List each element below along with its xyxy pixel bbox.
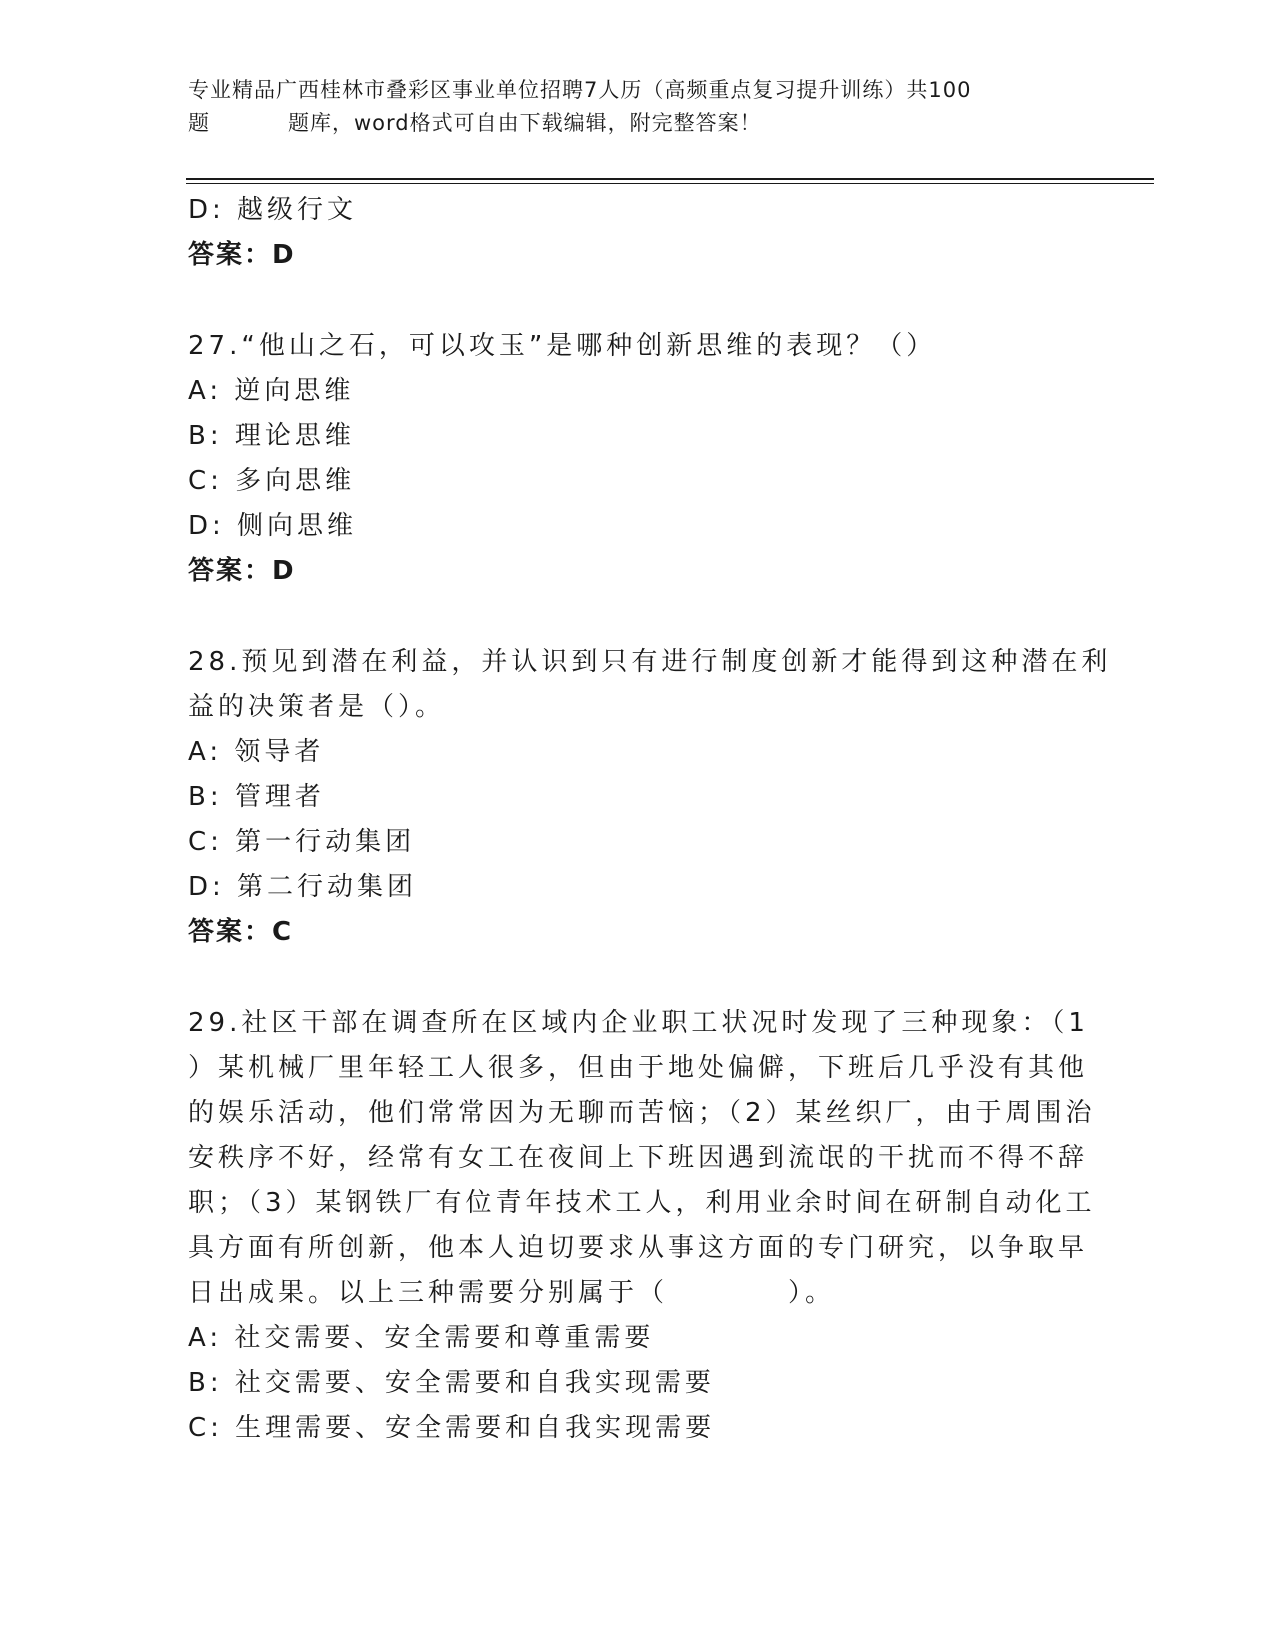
q27-option-d: D: 侧向思维 (188, 511, 358, 541)
header-line-1: 专业精品广西桂林市叠彩区事业单位招聘7人历（高频重点复习提升训练）共100 (188, 78, 972, 102)
q28-stem-line-1: 28.预见到潜在利益，并认识到只有进行制度创新才能得到这种潜在利 (188, 647, 1112, 677)
q29-stem-line-4: 安秩序不好，经常有女工在夜间上下班因遇到流氓的干扰而不得不辞 (188, 1143, 1089, 1173)
page-header (188, 74, 1088, 140)
q28-option-b: B: 管理者 (188, 782, 325, 812)
q28-answer: 答案：C (188, 917, 294, 947)
q29-stem-line-5: 职；（3）某钢铁厂有位青年技术工人，利用业余时间在研制自动化工 (188, 1188, 1096, 1218)
q27-option-c: C: 多向思维 (188, 466, 356, 496)
q29-option-b: B: 社交需要、安全需要和自我实现需要 (188, 1368, 715, 1398)
prev-option-d: D: 越级行文 (188, 195, 358, 225)
q29-stem-line-2: ）某机械厂里年轻工人很多，但由于地处偏僻，下班后几乎没有其他 (188, 1053, 1089, 1083)
q29-stem-line-6: 具方面有所创新，他本人迫切要求从事这方面的专门研究，以争取早 (188, 1233, 1089, 1263)
q27-answer: 答案：D (188, 556, 296, 586)
q28-option-d: D: 第二行动集团 (188, 872, 418, 902)
header-line-2 (188, 107, 1088, 140)
q29-stem-line-7: 日出成果。以上三种需要分别属于（ ）。 (188, 1278, 836, 1308)
q28-option-a: A: 领导者 (188, 737, 325, 767)
q28-stem-line-2: 益的决策者是（）。 (188, 692, 446, 722)
prev-answer: 答案：D (188, 240, 296, 270)
header-line-2-right: 题库，word格式可自由下载编辑，附完整答案！ (288, 111, 762, 135)
header-line-2-left: 题 (188, 111, 210, 135)
header-rule-thick (186, 178, 1154, 180)
q28-option-c: C: 第一行动集团 (188, 827, 416, 857)
q27-option-a: A: 逆向思维 (188, 376, 355, 406)
q29-stem-line-3: 的娱乐活动，他们常常因为无聊而苦恼；（2）某丝织厂，由于周围治 (188, 1098, 1096, 1128)
header-rule-thin (186, 183, 1154, 184)
question-content (188, 188, 1112, 1451)
q27-stem: 27.“他山之石，可以攻玉”是哪种创新思维的表现？（） (188, 331, 937, 361)
q29-stem-line-1: 29.社区干部在调查所在区域内企业职工状况时发现了三种现象：（1 (188, 1008, 1089, 1038)
q29-option-c: C: 生理需要、安全需要和自我实现需要 (188, 1413, 716, 1443)
q29-option-a: A: 社交需要、安全需要和尊重需要 (188, 1323, 655, 1353)
q27-option-b: B: 理论思维 (188, 421, 355, 451)
